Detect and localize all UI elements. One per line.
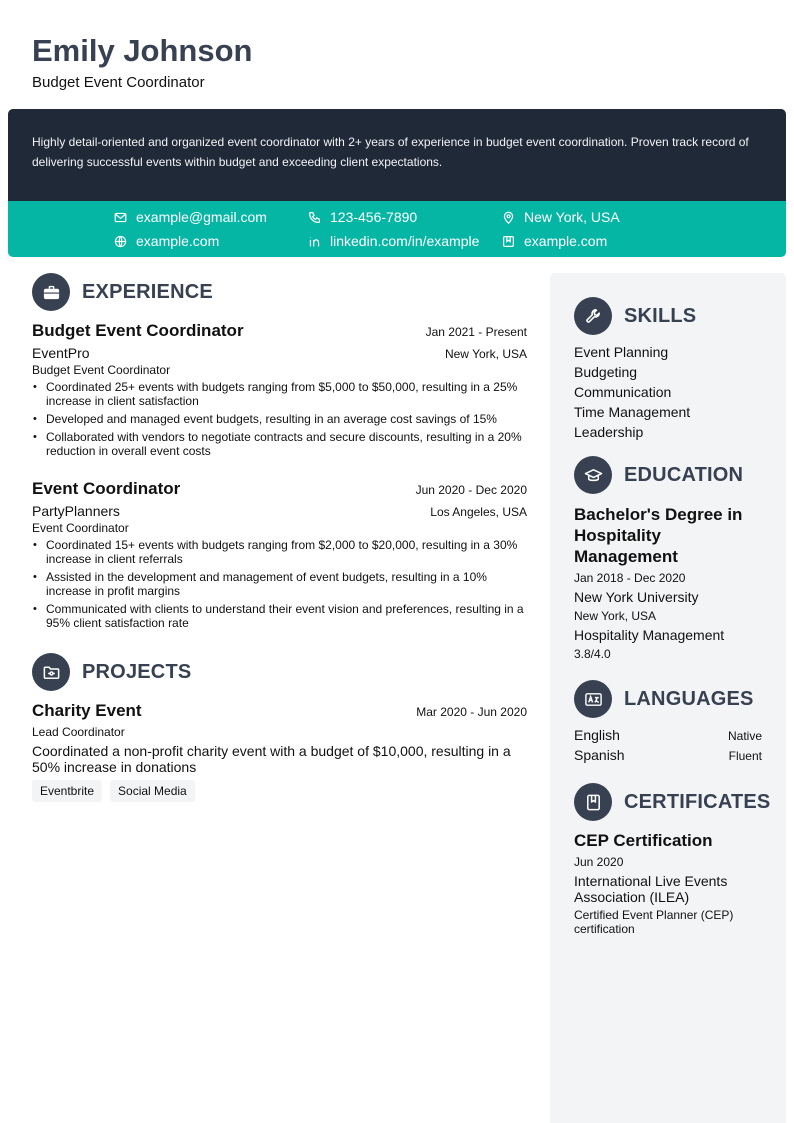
certificate-title: CEP Certification xyxy=(574,831,713,850)
experience-entry xyxy=(32,321,527,462)
folder-icon xyxy=(32,653,70,691)
certificate-date: Jun 2020 xyxy=(574,855,624,869)
education-gpa: 3.8/4.0 xyxy=(574,647,611,661)
bullet-item: • Coordinated 25+ events with budgets ranging from $5,000 to $50,000, resulting in a 25% increase in client satisfaction xyxy=(32,380,527,408)
project-description: Coordinated a non-profit charity event with a budget of $10,000, resulting in a 50% increase in donations xyxy=(32,743,511,775)
education-heading xyxy=(574,456,743,494)
portfolio-text: example.com xyxy=(524,233,608,249)
project-tags xyxy=(32,780,527,802)
skills-heading xyxy=(574,297,696,335)
job-bullets xyxy=(32,538,527,630)
bullet-item: • Coordinated 15+ events with budgets ranging from $2,000 to $20,000, resulting in a 30% increase in client referrals xyxy=(32,538,527,566)
education-title: EDUCATION xyxy=(624,463,744,486)
certificate-description: Certified Event Planner (CEP) certification xyxy=(574,908,734,936)
experience-entry xyxy=(32,479,527,634)
language-name: Spanish xyxy=(574,747,625,763)
contact-bar xyxy=(8,201,786,257)
linkedin-text: linkedin.com/in/example xyxy=(330,233,480,249)
job-bullets xyxy=(32,380,527,458)
contact-portfolio[interactable] xyxy=(502,231,607,251)
languages-list xyxy=(574,725,762,765)
briefcase-icon xyxy=(32,273,70,311)
summary: Highly detail-oriented and organized event coordinator with 2+ years of experience in budget event coordination. Proven track record of delivering successful events within budget and exceeding client expectations. xyxy=(8,109,786,201)
job-dates: Jun 2020 - Dec 2020 xyxy=(415,483,527,497)
candidate-role: Budget Event Coordinator xyxy=(32,74,205,91)
job-location: Los Angeles, USA xyxy=(430,505,527,519)
projects-title: PROJECTS xyxy=(82,660,192,683)
bullet-item: • Collaborated with vendors to negotiate contracts and secure discounts, resulting in a 20% reduction in overall event costs xyxy=(32,430,527,458)
certificates-heading xyxy=(574,783,770,821)
skills-list xyxy=(574,342,762,442)
language-row xyxy=(574,725,762,745)
email-text: example@gmail.com xyxy=(136,209,267,225)
certificate-entry xyxy=(574,831,762,936)
project-entry xyxy=(32,701,527,802)
tag-badge: Eventbrite xyxy=(32,780,102,802)
education-entry xyxy=(574,504,762,663)
globe-icon xyxy=(114,235,127,248)
education-degree: Bachelor's Degree in Hospitality Management xyxy=(574,505,743,566)
job-location: New York, USA xyxy=(444,347,527,361)
contact-linkedin[interactable] xyxy=(308,231,479,251)
tag-badge: Social Media xyxy=(110,780,195,802)
resume-header xyxy=(32,33,252,91)
bookmark-book-icon xyxy=(574,783,612,821)
language-level: Fluent xyxy=(728,749,762,763)
job-company: PartyPlanners xyxy=(32,503,120,519)
skill-item: Event Planning xyxy=(574,344,669,360)
projects-heading xyxy=(32,653,191,691)
contact-email[interactable] xyxy=(114,207,267,227)
job-company: EventPro xyxy=(32,345,90,361)
certificate-issuer: International Live Events Association (ILEA) xyxy=(574,873,728,905)
location-text: New York, USA xyxy=(524,209,620,225)
education-location: New York, USA xyxy=(574,609,657,623)
graduation-cap-icon xyxy=(574,456,612,494)
wrench-icon xyxy=(574,297,612,335)
skill-item: Time Management xyxy=(574,404,691,420)
portfolio-icon xyxy=(502,235,515,248)
language-name: English xyxy=(574,727,620,743)
linkedin-icon xyxy=(308,235,321,248)
contact-phone[interactable] xyxy=(308,207,417,227)
job-title: Event Coordinator xyxy=(32,479,181,498)
candidate-name: Emily Johnson xyxy=(32,33,253,68)
education-dates: Jan 2018 - Dec 2020 xyxy=(574,571,686,585)
skill-item: Communication xyxy=(574,384,672,400)
skill-item: Budgeting xyxy=(574,364,638,380)
job-title: Budget Event Coordinator xyxy=(32,321,244,340)
bullet-item: • Assisted in the development and management of event budgets, resulting in a 10% increase in profit margins xyxy=(32,570,527,598)
experience-heading xyxy=(32,273,213,311)
contact-website[interactable] xyxy=(114,231,219,251)
bullet-item: • Developed and managed event budgets, resulting in an average cost savings of 15% xyxy=(32,412,527,426)
website-text: example.com xyxy=(136,233,220,249)
skills-title: SKILLS xyxy=(624,304,697,327)
education-field: Hospitality Management xyxy=(574,627,725,643)
experience-title: EXPERIENCE xyxy=(82,280,213,303)
job-dates: Jan 2021 - Present xyxy=(425,325,527,339)
project-title: Charity Event xyxy=(32,701,142,720)
phone-text: 123-456-7890 xyxy=(330,209,418,225)
job-position: Budget Event Coordinator xyxy=(32,363,171,377)
skill-item: Leadership xyxy=(574,424,644,440)
contact-location xyxy=(502,207,620,227)
language-level: Native xyxy=(727,729,762,743)
location-pin-icon xyxy=(502,211,515,224)
phone-icon xyxy=(308,211,321,224)
languages-title: LANGUAGES xyxy=(624,687,754,710)
project-dates: Mar 2020 - Jun 2020 xyxy=(416,705,527,719)
language-row xyxy=(574,745,762,765)
job-position: Event Coordinator xyxy=(32,521,129,535)
languages-heading xyxy=(574,680,754,718)
mail-icon xyxy=(114,211,127,224)
certificates-title: CERTIFICATES xyxy=(624,790,771,813)
project-role: Lead Coordinator xyxy=(32,725,125,739)
translate-icon xyxy=(574,680,612,718)
bullet-item: • Communicated with clients to understand their event vision and preferences, resulting in a 95% client satisfaction rate xyxy=(32,602,527,630)
education-school: New York University xyxy=(574,589,699,605)
